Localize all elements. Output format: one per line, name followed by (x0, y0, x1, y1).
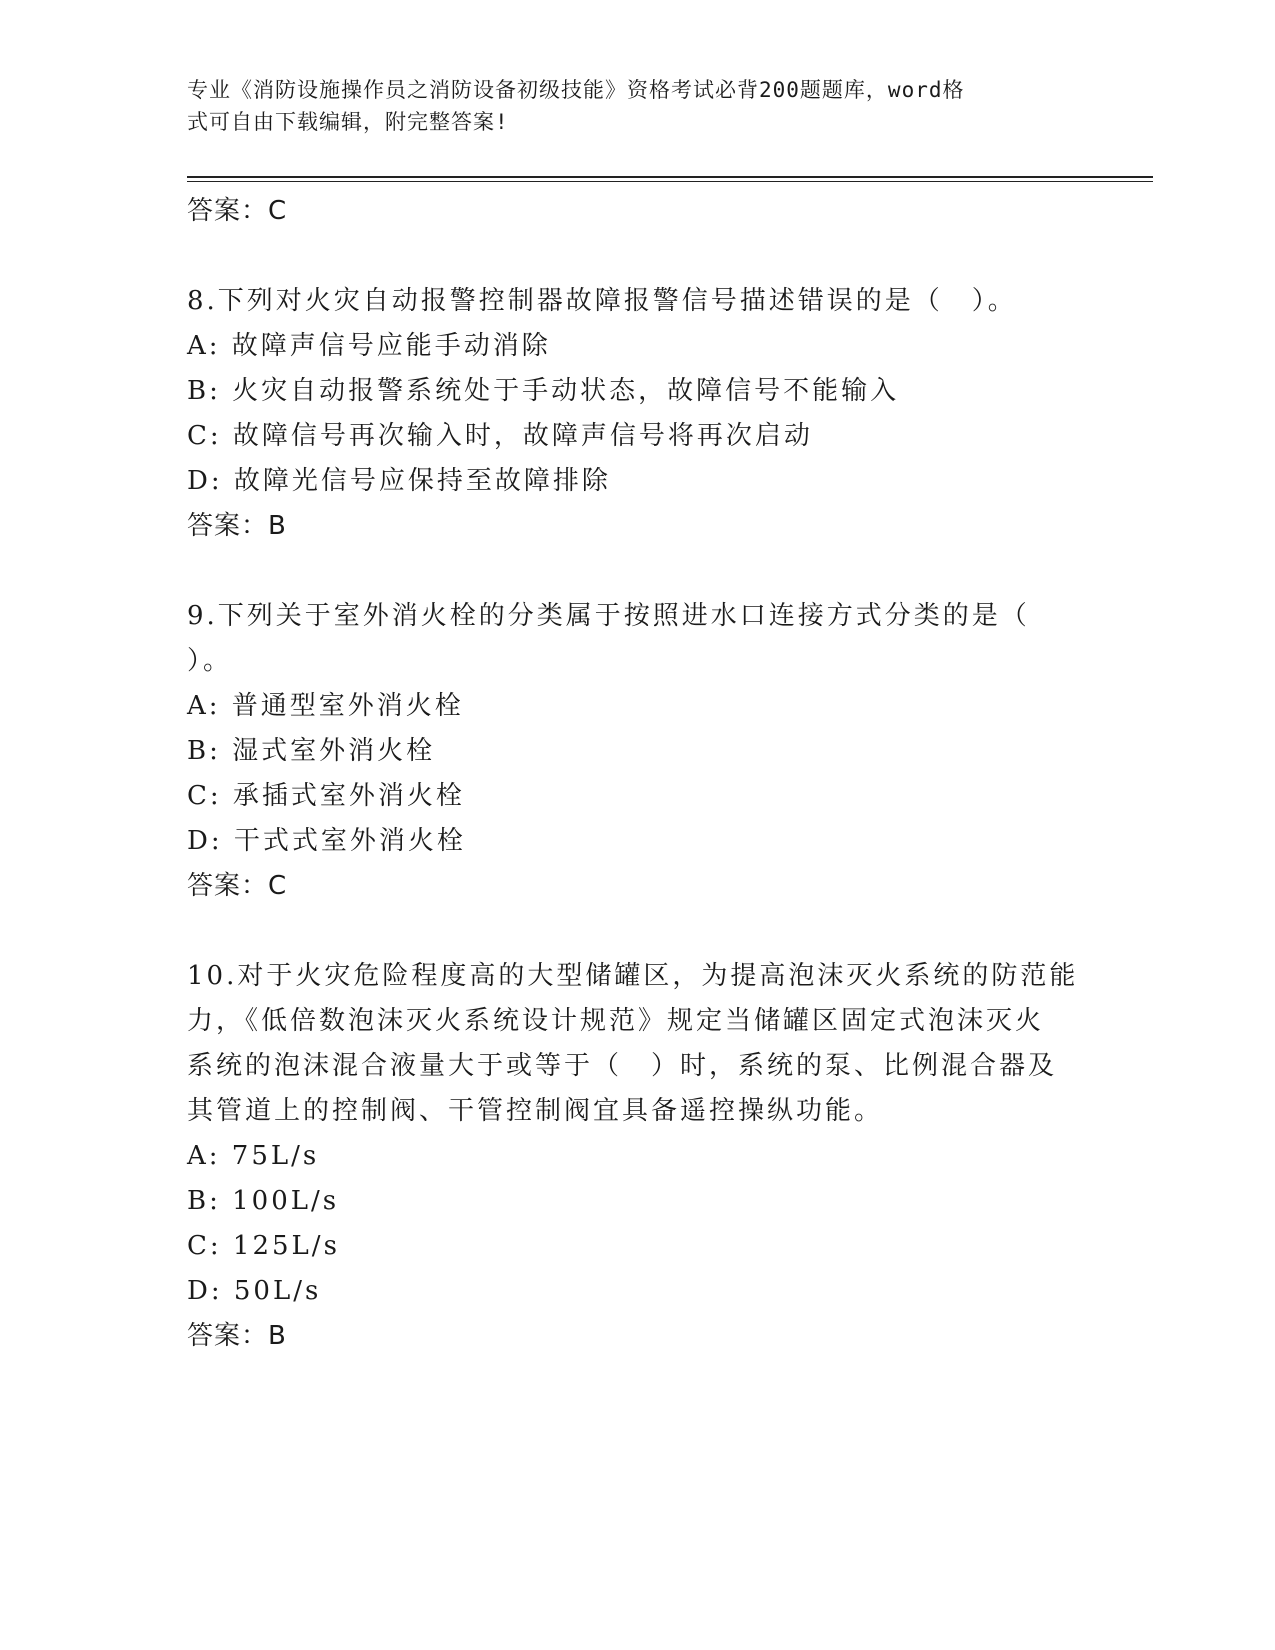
document-header (187, 74, 1087, 138)
question-9-option-d: D: 干式式室外消火栓 (187, 826, 466, 856)
header-line-1: 专业《消防设施操作员之消防设备初级技能》资格考试必背200题题库，word格 (187, 78, 965, 102)
header-rule-thick (187, 176, 1153, 178)
question-8-option-d: D: 故障光信号应保持至故障排除 (187, 466, 611, 496)
answer-q10: 答案：B (187, 1321, 287, 1351)
document-body (187, 189, 1087, 1359)
question-8-option-b: B: 火灾自动报警系统处于手动状态，故障信号不能输入 (187, 376, 900, 406)
question-9-text-line-2: ）。 (187, 646, 233, 676)
question-10-text-line-2: 力，《低倍数泡沫灭火系统设计规范》规定当储罐区固定式泡沫灭火 (187, 1006, 1045, 1036)
question-10-option-c: C: 125L/s (187, 1231, 340, 1261)
question-9-option-b: B: 湿式室外消火栓 (187, 736, 436, 766)
question-10-option-b: B: 100L/s (187, 1186, 340, 1216)
question-8-option-c: C: 故障信号再次输入时，故障声信号将再次启动 (187, 421, 813, 451)
question-10-option-a: A: 75L/s (187, 1141, 320, 1171)
question-10-text-line-1: 10.对于火灾危险程度高的大型储罐区，为提高泡沫灭火系统的防范能 (187, 961, 1079, 991)
spacer (187, 549, 1087, 594)
header-line-2: 式可自由下载编辑，附完整答案! (187, 110, 509, 134)
question-9-option-c: C: 承插式室外消火栓 (187, 781, 465, 811)
question-9-text-line-1: 9.下列关于室外消火栓的分类属于按照进水口连接方式分类的是（ (187, 601, 1030, 631)
question-8-text: 8.下列对火灾自动报警控制器故障报警信号描述错误的是（ ）。 (187, 286, 1017, 316)
question-10-text-line-3: 系统的泡沫混合液量大于或等于（ ）时，系统的泵、比例混合器及 (187, 1051, 1058, 1081)
question-8-option-a: A: 故障声信号应能手动消除 (187, 331, 551, 361)
question-9-option-a: A: 普通型室外消火栓 (187, 691, 464, 721)
header-rule-thin (187, 181, 1153, 182)
question-8 (187, 279, 1087, 549)
question-10-text-line-4: 其管道上的控制阀、干管控制阀宜具备遥控操纵功能。 (187, 1096, 884, 1126)
question-10 (187, 954, 1087, 1359)
answer-q8: 答案：B (187, 511, 287, 541)
spacer (187, 234, 1087, 279)
answer-q7: 答案：C (187, 196, 288, 226)
spacer (187, 909, 1087, 954)
question-10-option-d: D: 50L/s (187, 1276, 322, 1306)
question-9 (187, 594, 1087, 909)
answer-q9: 答案：C (187, 871, 288, 901)
